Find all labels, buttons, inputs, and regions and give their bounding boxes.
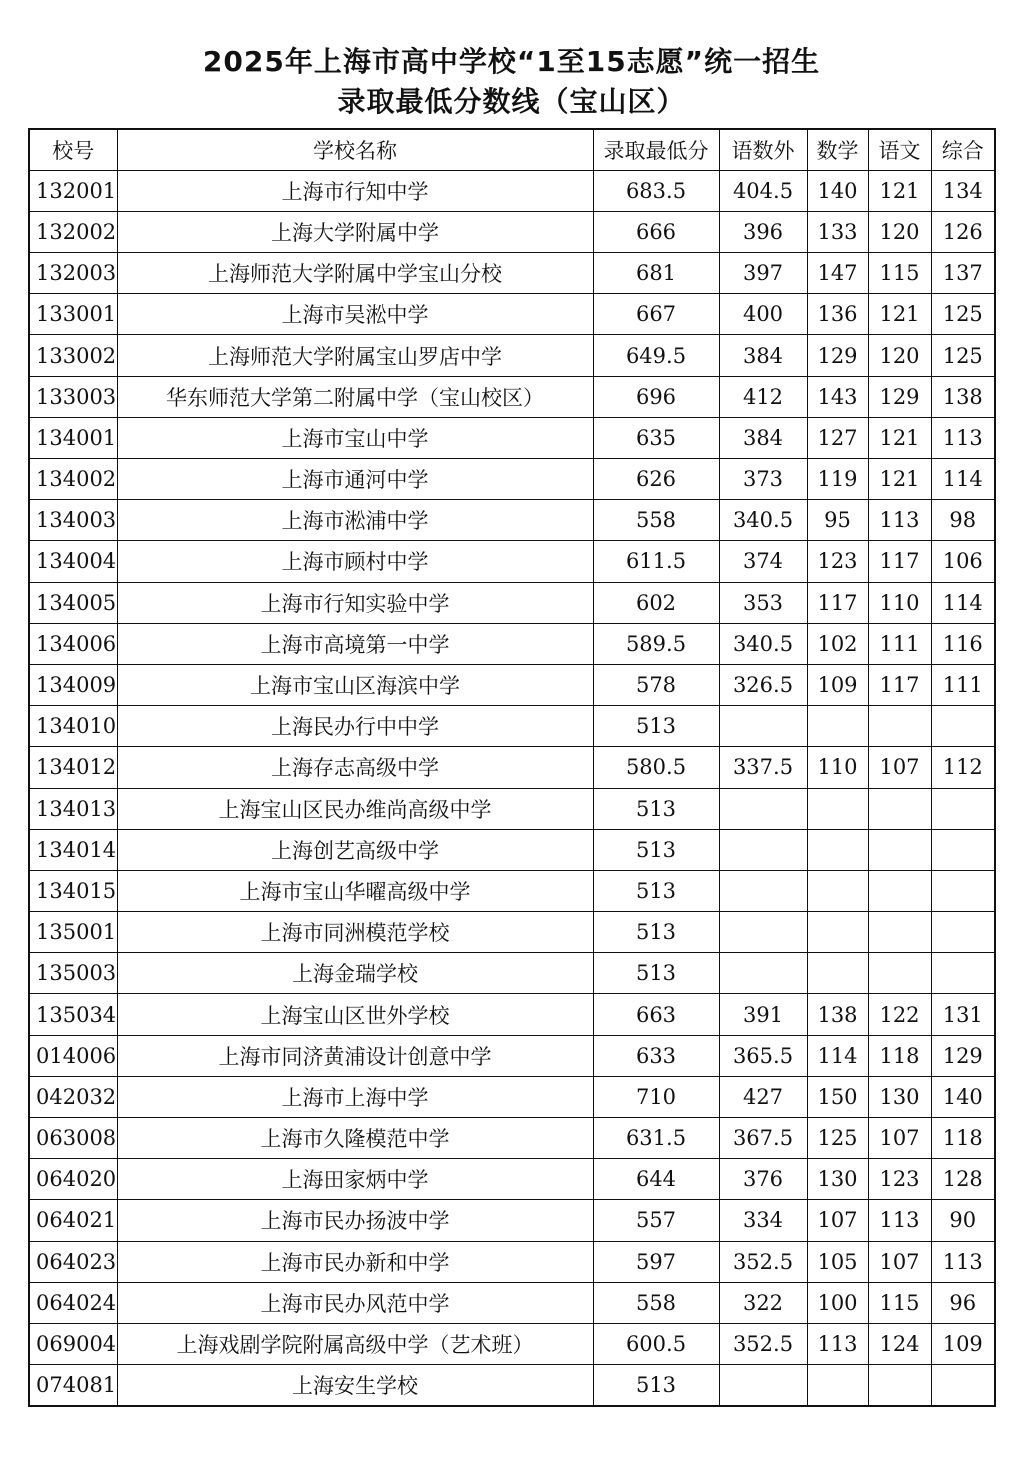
math-score-cell: 147 [807, 253, 868, 294]
school-code-cell: 135034 [29, 994, 117, 1035]
school-code-cell: 134013 [29, 788, 117, 829]
school-name-cell: 上海师范大学附属中学宝山分校 [117, 253, 593, 294]
math-score-cell: 119 [807, 459, 868, 500]
chinese-score-cell [868, 953, 931, 994]
comprehensive-score-cell [931, 912, 995, 953]
comprehensive-score-cell: 137 [931, 253, 995, 294]
school-name-cell: 上海市高境第一中学 [117, 623, 593, 664]
cme-score-cell: 384 [719, 417, 807, 458]
chinese-score-cell: 113 [868, 1200, 931, 1241]
school-code-cell: 134001 [29, 417, 117, 458]
min-score-cell: 631.5 [593, 1118, 719, 1159]
math-score-cell: 110 [807, 747, 868, 788]
math-score-cell: 107 [807, 1200, 868, 1241]
min-score-cell: 626 [593, 459, 719, 500]
cme-score-cell: 337.5 [719, 747, 807, 788]
min-score-cell: 513 [593, 870, 719, 911]
table-row [29, 1035, 995, 1076]
cme-score-cell: 427 [719, 1076, 807, 1117]
school-code-cell: 134005 [29, 582, 117, 623]
min-score-cell: 513 [593, 788, 719, 829]
min-score-cell: 635 [593, 417, 719, 458]
chinese-score-cell [868, 829, 931, 870]
school-code-cell: 064023 [29, 1241, 117, 1282]
comprehensive-score-cell [931, 1365, 995, 1406]
table-row [29, 417, 995, 458]
chinese-score-cell: 115 [868, 1282, 931, 1323]
school-name-cell: 上海市同洲模范学校 [117, 912, 593, 953]
school-name-cell: 上海民办行中中学 [117, 706, 593, 747]
school-code-cell: 134010 [29, 706, 117, 747]
school-name-cell: 上海市通河中学 [117, 459, 593, 500]
school-code-cell: 134003 [29, 500, 117, 541]
comprehensive-score-cell: 138 [931, 376, 995, 417]
school-name-cell: 上海大学附属中学 [117, 211, 593, 252]
school-code-cell: 064020 [29, 1159, 117, 1200]
min-score-cell: 580.5 [593, 747, 719, 788]
min-score-cell: 667 [593, 294, 719, 335]
cme-score-cell [719, 912, 807, 953]
school-code-cell: 132001 [29, 170, 117, 211]
min-score-cell: 557 [593, 1200, 719, 1241]
school-name-cell: 上海宝山区世外学校 [117, 994, 593, 1035]
chinese-score-cell: 130 [868, 1076, 931, 1117]
min-score-cell: 649.5 [593, 335, 719, 376]
school-code-cell: 133002 [29, 335, 117, 376]
chinese-score-cell: 113 [868, 500, 931, 541]
chinese-score-cell [868, 788, 931, 829]
math-score-cell [807, 912, 868, 953]
chinese-score-cell: 107 [868, 1118, 931, 1159]
comprehensive-score-cell: 109 [931, 1323, 995, 1364]
school-code-cell: 069004 [29, 1323, 117, 1364]
math-score-cell: 100 [807, 1282, 868, 1323]
school-name-cell: 上海市上海中学 [117, 1076, 593, 1117]
math-score-cell: 136 [807, 294, 868, 335]
table-row [29, 1076, 995, 1117]
cme-score-cell: 384 [719, 335, 807, 376]
school-code-cell: 134012 [29, 747, 117, 788]
chinese-score-cell: 121 [868, 459, 931, 500]
table-row [29, 912, 995, 953]
school-code-cell: 134009 [29, 664, 117, 705]
chinese-score-cell: 111 [868, 623, 931, 664]
cme-score-cell [719, 953, 807, 994]
math-score-cell [807, 788, 868, 829]
chinese-score-cell: 115 [868, 253, 931, 294]
cme-score-cell: 376 [719, 1159, 807, 1200]
math-score-cell: 113 [807, 1323, 868, 1364]
math-score-cell: 129 [807, 335, 868, 376]
table-body [29, 170, 995, 1406]
comprehensive-score-cell: 106 [931, 541, 995, 582]
comprehensive-score-cell [931, 953, 995, 994]
comprehensive-score-cell: 129 [931, 1035, 995, 1076]
table-row [29, 953, 995, 994]
math-score-cell: 138 [807, 994, 868, 1035]
math-score-cell: 127 [807, 417, 868, 458]
comprehensive-score-cell: 125 [931, 294, 995, 335]
comprehensive-score-cell: 125 [931, 335, 995, 376]
school-name-cell: 上海创艺高级中学 [117, 829, 593, 870]
school-name-cell: 上海市宝山中学 [117, 417, 593, 458]
table-row [29, 376, 995, 417]
cme-score-cell: 340.5 [719, 623, 807, 664]
comprehensive-score-cell: 90 [931, 1200, 995, 1241]
math-score-cell: 105 [807, 1241, 868, 1282]
table-row [29, 623, 995, 664]
chinese-score-cell: 121 [868, 294, 931, 335]
comprehensive-score-cell: 140 [931, 1076, 995, 1117]
header-min-score: 录取最低分 [593, 129, 719, 170]
min-score-cell: 513 [593, 829, 719, 870]
math-score-cell: 102 [807, 623, 868, 664]
min-score-cell: 602 [593, 582, 719, 623]
school-code-cell: 134014 [29, 829, 117, 870]
school-name-cell: 上海市民办扬波中学 [117, 1200, 593, 1241]
cme-score-cell: 353 [719, 582, 807, 623]
cme-score-cell: 373 [719, 459, 807, 500]
school-name-cell: 上海戏剧学院附属高级中学（艺术班） [117, 1323, 593, 1364]
table-row [29, 253, 995, 294]
chinese-score-cell [868, 1365, 931, 1406]
school-code-cell: 134015 [29, 870, 117, 911]
min-score-cell: 633 [593, 1035, 719, 1076]
cme-score-cell: 397 [719, 253, 807, 294]
comprehensive-score-cell [931, 870, 995, 911]
comprehensive-score-cell: 118 [931, 1118, 995, 1159]
table-row [29, 459, 995, 500]
chinese-score-cell: 121 [868, 417, 931, 458]
header-comprehensive: 综合 [931, 129, 995, 170]
comprehensive-score-cell: 98 [931, 500, 995, 541]
cme-score-cell: 367.5 [719, 1118, 807, 1159]
min-score-cell: 558 [593, 500, 719, 541]
math-score-cell: 109 [807, 664, 868, 705]
math-score-cell [807, 953, 868, 994]
cme-score-cell: 326.5 [719, 664, 807, 705]
school-name-cell: 上海市久隆模范中学 [117, 1118, 593, 1159]
min-score-cell: 597 [593, 1241, 719, 1282]
math-score-cell: 130 [807, 1159, 868, 1200]
cme-score-cell [719, 870, 807, 911]
math-score-cell: 140 [807, 170, 868, 211]
min-score-cell: 681 [593, 253, 719, 294]
title-line-2: 录取最低分数线（宝山区） [337, 85, 686, 118]
title-line-1: 2025年上海市高中学校“1至15志愿”统一招生 [202, 45, 821, 78]
comprehensive-score-cell: 111 [931, 664, 995, 705]
cme-score-cell [719, 788, 807, 829]
school-name-cell: 上海市吴淞中学 [117, 294, 593, 335]
math-score-cell: 125 [807, 1118, 868, 1159]
min-score-cell: 513 [593, 1365, 719, 1406]
math-score-cell [807, 829, 868, 870]
min-score-cell: 589.5 [593, 623, 719, 664]
comprehensive-score-cell: 113 [931, 417, 995, 458]
school-name-cell: 上海市民办风范中学 [117, 1282, 593, 1323]
cme-score-cell: 404.5 [719, 170, 807, 211]
school-name-cell: 华东师范大学第二附属中学（宝山校区） [117, 376, 593, 417]
cme-score-cell [719, 829, 807, 870]
table-row [29, 294, 995, 335]
math-score-cell [807, 870, 868, 911]
chinese-score-cell: 110 [868, 582, 931, 623]
school-name-cell: 上海金瑞学校 [117, 953, 593, 994]
cme-score-cell: 352.5 [719, 1241, 807, 1282]
math-score-cell: 95 [807, 500, 868, 541]
school-name-cell: 上海安生学校 [117, 1365, 593, 1406]
math-score-cell [807, 1365, 868, 1406]
school-name-cell: 上海宝山区民办维尚高级中学 [117, 788, 593, 829]
comprehensive-score-cell: 113 [931, 1241, 995, 1282]
school-code-cell: 014006 [29, 1035, 117, 1076]
table-row [29, 170, 995, 211]
comprehensive-score-cell [931, 706, 995, 747]
table-row [29, 1159, 995, 1200]
comprehensive-score-cell: 131 [931, 994, 995, 1035]
header-school-code: 校号 [29, 129, 117, 170]
table-row [29, 994, 995, 1035]
chinese-score-cell: 124 [868, 1323, 931, 1364]
comprehensive-score-cell: 116 [931, 623, 995, 664]
table-row [29, 541, 995, 582]
table-row [29, 1282, 995, 1323]
comprehensive-score-cell: 96 [931, 1282, 995, 1323]
school-code-cell: 064024 [29, 1282, 117, 1323]
comprehensive-score-cell: 114 [931, 582, 995, 623]
table-row [29, 706, 995, 747]
table-row [29, 1200, 995, 1241]
school-name-cell: 上海市宝山区海滨中学 [117, 664, 593, 705]
min-score-cell: 578 [593, 664, 719, 705]
cme-score-cell: 322 [719, 1282, 807, 1323]
school-name-cell: 上海市民办新和中学 [117, 1241, 593, 1282]
table-row [29, 211, 995, 252]
chinese-score-cell: 117 [868, 664, 931, 705]
chinese-score-cell: 129 [868, 376, 931, 417]
school-code-cell: 074081 [29, 1365, 117, 1406]
chinese-score-cell [868, 870, 931, 911]
table-row [29, 1241, 995, 1282]
min-score-cell: 666 [593, 211, 719, 252]
table-row [29, 1365, 995, 1406]
min-score-cell: 600.5 [593, 1323, 719, 1364]
table-row [29, 582, 995, 623]
cme-score-cell: 400 [719, 294, 807, 335]
math-score-cell: 133 [807, 211, 868, 252]
min-score-cell: 513 [593, 953, 719, 994]
header-chinese-math-english: 语数外 [719, 129, 807, 170]
chinese-score-cell: 107 [868, 747, 931, 788]
table-row [29, 500, 995, 541]
table-row [29, 788, 995, 829]
chinese-score-cell: 122 [868, 994, 931, 1035]
comprehensive-score-cell: 126 [931, 211, 995, 252]
chinese-score-cell: 123 [868, 1159, 931, 1200]
chinese-score-cell: 120 [868, 211, 931, 252]
chinese-score-cell [868, 912, 931, 953]
comprehensive-score-cell [931, 788, 995, 829]
header-chinese: 语文 [868, 129, 931, 170]
school-name-cell: 上海市淞浦中学 [117, 500, 593, 541]
school-code-cell: 042032 [29, 1076, 117, 1117]
cme-score-cell: 334 [719, 1200, 807, 1241]
school-code-cell: 132002 [29, 211, 117, 252]
school-code-cell: 134004 [29, 541, 117, 582]
table-row [29, 747, 995, 788]
school-code-cell: 064021 [29, 1200, 117, 1241]
school-name-cell: 上海存志高级中学 [117, 747, 593, 788]
table-row [29, 1118, 995, 1159]
min-score-cell: 644 [593, 1159, 719, 1200]
school-code-cell: 133003 [29, 376, 117, 417]
comprehensive-score-cell [931, 829, 995, 870]
table-row [29, 664, 995, 705]
comprehensive-score-cell: 128 [931, 1159, 995, 1200]
table-row [29, 829, 995, 870]
school-name-cell: 上海市顾村中学 [117, 541, 593, 582]
school-code-cell: 132003 [29, 253, 117, 294]
school-name-cell: 上海市同济黄浦设计创意中学 [117, 1035, 593, 1076]
comprehensive-score-cell: 112 [931, 747, 995, 788]
math-score-cell: 123 [807, 541, 868, 582]
cme-score-cell [719, 706, 807, 747]
math-score-cell [807, 706, 868, 747]
school-name-cell: 上海市行知中学 [117, 170, 593, 211]
math-score-cell: 150 [807, 1076, 868, 1117]
cme-score-cell: 391 [719, 994, 807, 1035]
school-code-cell: 063008 [29, 1118, 117, 1159]
school-code-cell: 133001 [29, 294, 117, 335]
cme-score-cell: 365.5 [719, 1035, 807, 1076]
cme-score-cell [719, 1365, 807, 1406]
school-name-cell: 上海市宝山华曜高级中学 [117, 870, 593, 911]
school-code-cell: 135001 [29, 912, 117, 953]
table-header-row [29, 129, 995, 170]
chinese-score-cell: 121 [868, 170, 931, 211]
math-score-cell: 114 [807, 1035, 868, 1076]
cme-score-cell: 412 [719, 376, 807, 417]
header-math: 数学 [807, 129, 868, 170]
table-row [29, 335, 995, 376]
chinese-score-cell [868, 706, 931, 747]
chinese-score-cell: 107 [868, 1241, 931, 1282]
school-code-cell: 135003 [29, 953, 117, 994]
school-name-cell: 上海田家炳中学 [117, 1159, 593, 1200]
header-school-name: 学校名称 [117, 129, 593, 170]
min-score-cell: 558 [593, 1282, 719, 1323]
min-score-cell: 513 [593, 912, 719, 953]
chinese-score-cell: 117 [868, 541, 931, 582]
school-name-cell: 上海师范大学附属宝山罗店中学 [117, 335, 593, 376]
min-score-cell: 611.5 [593, 541, 719, 582]
min-score-cell: 696 [593, 376, 719, 417]
min-score-cell: 683.5 [593, 170, 719, 211]
min-score-cell: 663 [593, 994, 719, 1035]
math-score-cell: 143 [807, 376, 868, 417]
cme-score-cell: 396 [719, 211, 807, 252]
score-table [28, 128, 996, 1407]
min-score-cell: 513 [593, 706, 719, 747]
min-score-cell: 710 [593, 1076, 719, 1117]
cme-score-cell: 352.5 [719, 1323, 807, 1364]
cme-score-cell: 374 [719, 541, 807, 582]
school-name-cell: 上海市行知实验中学 [117, 582, 593, 623]
school-code-cell: 134006 [29, 623, 117, 664]
table-row [29, 870, 995, 911]
math-score-cell: 117 [807, 582, 868, 623]
school-code-cell: 134002 [29, 459, 117, 500]
cme-score-cell: 340.5 [719, 500, 807, 541]
chinese-score-cell: 118 [868, 1035, 931, 1076]
chinese-score-cell: 120 [868, 335, 931, 376]
comprehensive-score-cell: 114 [931, 459, 995, 500]
table-row [29, 1323, 995, 1364]
comprehensive-score-cell: 134 [931, 170, 995, 211]
